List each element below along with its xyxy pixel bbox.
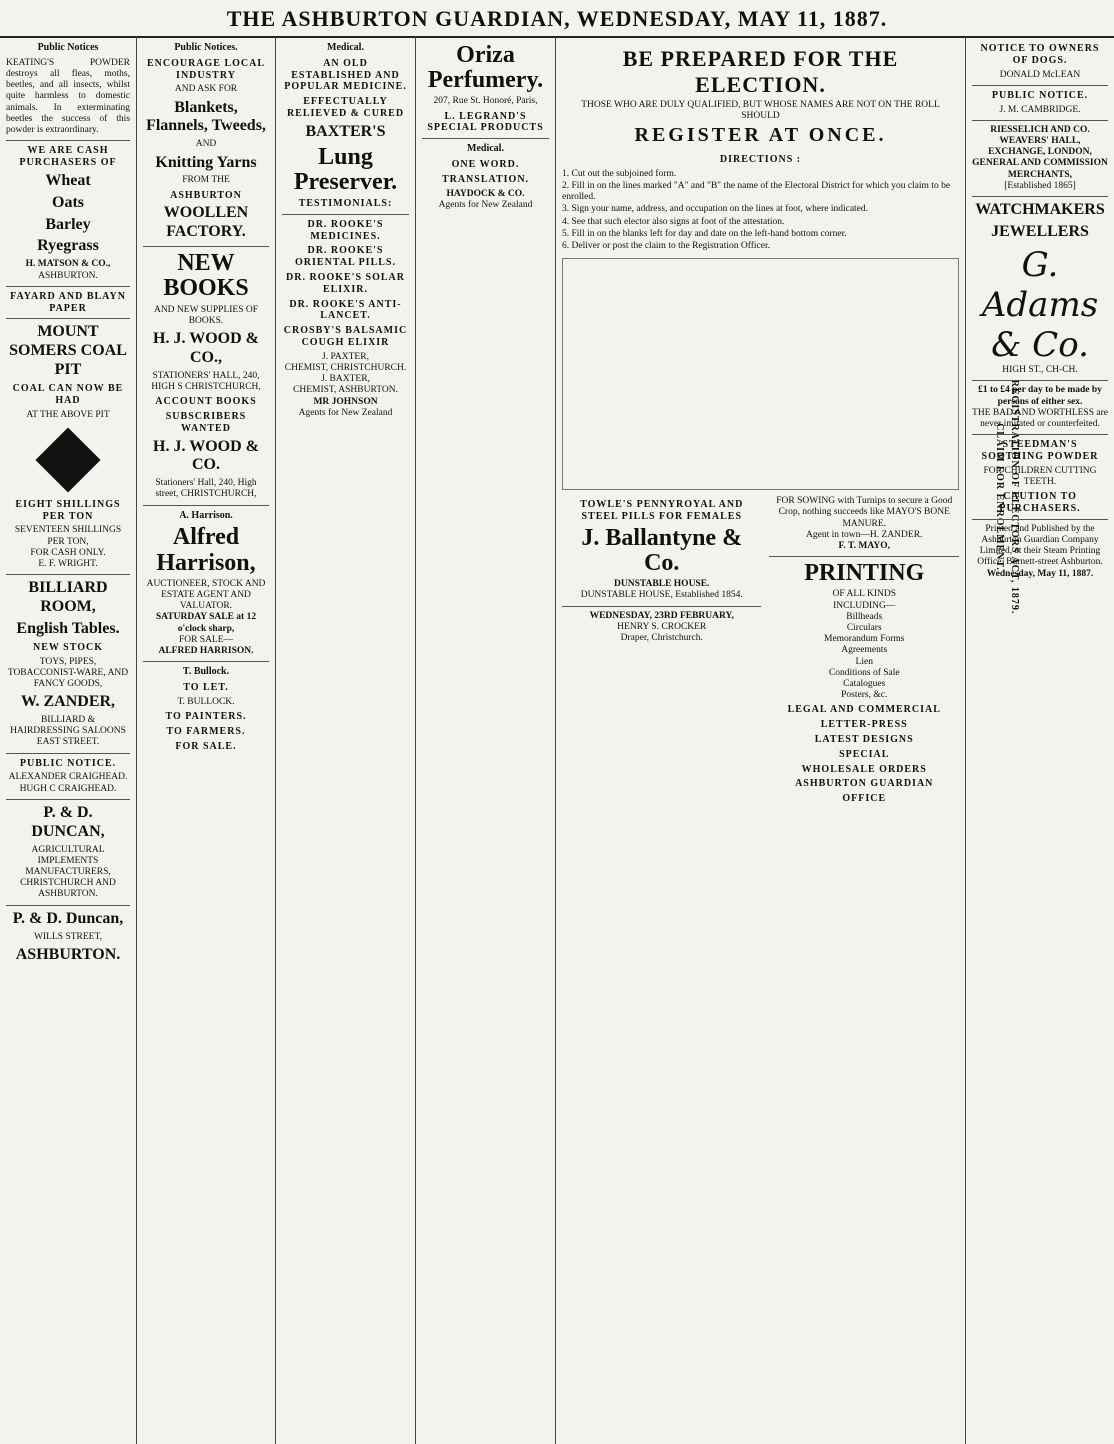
direction-step: 4. See that such elector also signs at foot of the attestation. [562, 216, 785, 227]
for-sale-heading: FOR SALE— [178, 634, 234, 645]
divider [6, 140, 130, 141]
produce-wheat: Wheat [45, 171, 91, 189]
medical-header: Medical. [467, 143, 504, 155]
printing-item: Lien [855, 656, 873, 667]
pd-place: CHRISTCHURCH AND ASHBURTON. [20, 878, 116, 900]
direction-step: 1. Cut out the subjoined form. [562, 168, 677, 179]
direction-step: 6. Deliver or post the claim to the Registration Officer. [562, 240, 770, 251]
bullock-signature: T. BULLOCK. [177, 696, 235, 707]
election-qualified: THOSE WHO ARE DULY QUALIFIED, BUT WHOSE NAMES ARE NOT ON THE ROLL SHOULD [581, 99, 940, 122]
sowing-ad: FOR SOWING with Turnips to secure a Good Crop, nothing succeeds like MAYO'S BONE MANURE. [776, 496, 953, 529]
adams-logo: G. Adams & Co. [981, 244, 1099, 365]
haydock: HAYDOCK & CO. [446, 188, 525, 199]
divider [6, 318, 130, 319]
high-st: HIGH ST., CH-CH. [1002, 365, 1078, 376]
column-public-notices-2 [137, 36, 276, 1444]
divider [972, 196, 1108, 197]
auctioneer: AUCTIONEER, STOCK AND ESTATE AGENT AND VALUATOR. [146, 578, 266, 612]
steedmans: STEEDMAN'S SOOTHING POWDER [981, 439, 1099, 462]
keating-ad: KEATING'S POWDER destroys all fleas, moths, beetles, and all insects, whilst quite harmless to domestic animals. In exterminating beetles the success of this powder is extraordinary. [6, 57, 130, 136]
rooke-lancet: DR. ROOKE'S ANTI-LANCET. [289, 298, 402, 322]
new-stock: NEW STOCK [32, 641, 104, 653]
subscribers-wanted: SUBSCRIBERS WANTED [165, 410, 247, 434]
coal-subheading: AT THE ABOVE PIT [26, 409, 110, 420]
agents-nz: Agents for New Zealand [298, 407, 393, 418]
lung-preserver: Lung Preserver. [293, 143, 398, 195]
matson-place: ASHBURTON. [38, 270, 98, 281]
to-painters: TO PAINTERS. [165, 711, 247, 723]
rooke-medicines: DR. ROOKE'S MEDICINES. [307, 218, 384, 242]
zander-agent: Agent in town—H. ZANDER. [806, 529, 923, 540]
produce-ryegrass: Ryegrass [37, 237, 99, 255]
printing-item: Posters, &c. [841, 690, 888, 701]
footer-date: Wednesday, May 11, 1887. [986, 568, 1094, 579]
legal-commercial: LEGAL AND COMMERCIAL [787, 704, 941, 716]
mayo: F. T. MAYO, [838, 540, 890, 551]
oriza-perfumery: Oriza Perfumery. [427, 42, 544, 94]
coal-price-2: SEVENTEEN SHILLINGS PER TON, [14, 525, 122, 547]
guardian-office: ASHBURTON GUARDIAN [795, 778, 934, 790]
masthead-title: THE ASHBURTON GUARDIAN, WEDNESDAY, MAY 11, 1887. [226, 6, 888, 31]
old-medicine: AN OLD ESTABLISHED AND POPULAR MEDICINE. [284, 57, 407, 93]
column-oriza [416, 36, 556, 1444]
printed-by: Printed and Published by the Ashburton Guardian Company Limited, at their Steam Printing Office, Burnett-street Ashburton. [977, 523, 1103, 568]
form-sub: CLAIM FOR ENROLMENT. [994, 423, 1006, 572]
divider [143, 661, 269, 662]
rooke-solar: DR. ROOKE'S SOLAR ELIXIR. [286, 272, 405, 295]
cambridge: J. M. CAMBRIDGE. [999, 104, 1081, 115]
saturday-sale: SATURDAY SALE at 12 o'clock sharp, [155, 612, 257, 634]
zander-sub: BILLIARD & HAIRDRESSING SALOONS EAST STREET. [10, 715, 126, 748]
divider [6, 799, 130, 800]
wood-big: H. J. WOOD & CO. [153, 437, 259, 474]
established: [Established 1865] [1004, 180, 1076, 191]
pd-duncan-heading: P. & D. DUNCAN, [31, 803, 105, 840]
direction-step: 5. Fill in on the blanks left for day and date on the left-hand bottom corner. [562, 228, 847, 239]
mclean: DONALD McLEAN [999, 69, 1081, 80]
divider [972, 519, 1108, 520]
wednesday: WEDNESDAY, 23RD FEBRUARY, [589, 610, 734, 621]
form-title: REGISTRATION OF ELECTORS ACT, 1879. [1009, 379, 1020, 615]
alfred-signature: ALFRED HARRISON. [158, 646, 254, 657]
ashburton-footer: ASHBURTON. [15, 945, 121, 963]
watchmakers: WATCHMAKERS [975, 201, 1105, 219]
bad-worthless: THE BAD AND WORTHLESS are never imitated or counterfeited. [972, 407, 1108, 429]
latest-designs: LATEST DESIGNS [814, 733, 914, 745]
ashburton-text: ASHBURTON [170, 189, 242, 201]
produce-oats: Oats [52, 193, 84, 211]
register-heading: REGISTER AT ONCE. [634, 124, 887, 147]
caution: CAUTION TO PURCHASERS. [999, 491, 1081, 514]
paxter-place: CHEMIST, CHRISTCHURCH. [284, 363, 407, 373]
for-children: FOR CHILDREN CUTTING TEETH. [983, 465, 1097, 487]
printing-item: Circulars [846, 622, 882, 633]
directions-heading: DIRECTIONS : [719, 153, 802, 165]
divider [143, 246, 269, 247]
dunstable-established: DUNSTABLE HOUSE, Established 1854. [580, 590, 743, 601]
one-word: ONE WORD. [451, 158, 520, 170]
billiard-room-heading: BILLIARD ROOM, [28, 579, 108, 616]
wood-big-address: Stationers' Hall, 240, High street, CHRISTCHURCH, [155, 478, 257, 500]
effectually: EFFECTUALLY RELIEVED & CURED [286, 96, 405, 119]
divider [972, 120, 1108, 121]
wills-street: WILLS STREET, [34, 931, 102, 942]
baxter-place: CHEMIST, ASHBURTON. [293, 385, 398, 396]
from-the: FROM THE [182, 175, 230, 186]
new-books-heading: NEW BOOKS [163, 250, 249, 302]
alfred-harrison: Alfred Harrison, [156, 524, 256, 576]
wood-address: STATIONERS' HALL, 240, HIGH S CHRISTCHURCH, [151, 370, 261, 392]
printing-item: Billheads [846, 611, 883, 622]
divider [422, 138, 549, 139]
public-notice-heading: PUBLIC NOTICE. [19, 757, 117, 769]
english-tables-heading: English Tables. [16, 619, 120, 637]
mount-somers-heading: MOUNT SOMERS COAL PIT [9, 323, 127, 379]
cash-purchasers: WE ARE CASH PURCHASERS OF [19, 145, 117, 169]
account-books: ACCOUNT BOOKS [155, 396, 257, 408]
draper: Draper, Christchurch. [620, 632, 703, 643]
including: INCLUDING— [833, 600, 896, 611]
legrand: L. LEGRAND'S SPECIAL PRODUCTS [427, 110, 544, 134]
coal-price-1: EIGHT SHILLINGS PER TON [15, 498, 121, 522]
craighead-signature: ALEXANDER CRAIGHEAD. [8, 772, 128, 783]
crosby: CROSBY'S BALSAMIC COUGH ELIXIR [283, 325, 408, 348]
direction-step: 3. Sign your name, address, and occupation on the lines at foot, where indicated. [562, 204, 869, 215]
printing-item: Conditions of Sale [828, 667, 900, 678]
pd-agri: AGRICULTURAL IMPLEMENTS MANUFACTURERS, [25, 844, 111, 878]
column-medical [276, 36, 416, 1444]
printing-heading: PRINTING [804, 560, 925, 587]
knitting-heading: Knitting Yarns [155, 153, 257, 171]
johnson: MR JOHNSON [313, 396, 378, 407]
divider [6, 574, 130, 575]
notice-owners: NOTICE TO OWNERS OF DOGS. [980, 43, 1100, 66]
woollen-factory: WOOLLEN FACTORY. [163, 204, 249, 241]
wood-heading: H. J. WOOD & CO., [153, 329, 259, 366]
wholesale-orders: WHOLESALE ORDERS [801, 763, 927, 775]
divider [6, 905, 130, 906]
hugh-signature: HUGH C CRAIGHEAD. [19, 783, 117, 794]
coal-heading: COAL CAN NOW BE HAD [12, 382, 124, 406]
divider [282, 214, 409, 215]
testimonials: TESTIMONIALS: [298, 198, 393, 210]
agents-nz-2: Agents for New Zealand [438, 199, 533, 210]
column-header: Public Notices [37, 42, 99, 53]
divider [562, 606, 761, 607]
divider [972, 85, 1108, 86]
to-let: TO LET. [183, 682, 229, 694]
election-title: BE PREPARED FOR THE ELECTION. [622, 46, 899, 97]
toys-line: TOYS, PIPES, TOBACCONIST-WARE, AND FANCY GOODS, [7, 656, 129, 689]
printing-item: Agreements [841, 645, 888, 656]
office: OFFICE [842, 793, 887, 805]
coal-cash: FOR CASH ONLY. [30, 547, 106, 558]
money-ad: £1 to £4 per day to be made by persons of either sex. [978, 385, 1102, 407]
and-text: AND [195, 139, 217, 150]
crocker: HENRY S. CROCKER [617, 621, 707, 632]
towle-pills: TOWLE'S PENNYROYAL AND STEEL PILLS FOR FEMALES [580, 499, 744, 522]
letterpress: LETTER-PRESS [820, 719, 908, 731]
columns [0, 36, 1114, 1444]
baxter: J. BAXTER, [321, 374, 370, 385]
harrison-header: A. Harrison. [179, 509, 233, 521]
column-election [556, 36, 1020, 1444]
divider [143, 505, 269, 506]
coal-signature: E. F. WRIGHT. [38, 558, 98, 569]
directions-list [562, 169, 959, 252]
pd-duncan-footer: P. & D. Duncan, [12, 909, 124, 927]
divider [972, 434, 1108, 435]
zander-name: W. ZANDER, [20, 693, 116, 711]
printing-item: Memorandum Forms [824, 634, 905, 645]
public-notice-right: PUBLIC NOTICE. [991, 89, 1089, 101]
masthead [0, 0, 1114, 38]
translation: TRANSLATION. [441, 173, 530, 185]
column-notices-right [966, 36, 1114, 1444]
column-header: Medical. [327, 42, 364, 53]
jewellers: JEWELLERS [991, 222, 1089, 240]
paxter: J. PAXTER, [322, 351, 369, 362]
column-header: Public Notices. [174, 42, 238, 53]
for-sale-2: FOR SALE. [175, 740, 237, 752]
encourage-heading: ENCOURAGE LOCAL INDUSTRY [146, 57, 266, 81]
rooke-oriental: DR. ROOKE'S ORIENTAL PILLS. [295, 245, 396, 269]
of-all-kinds: OF ALL KINDS [832, 589, 896, 600]
riesselich: RIESSELICH AND CO. WEAVERS' HALL, EXCHANGE, LONDON, GENERAL AND COMMISSION MERCHANTS, [972, 124, 1108, 180]
bullock-header: T. Bullock. [182, 666, 230, 678]
divider [6, 286, 130, 287]
produce-barley: Barley [45, 215, 91, 233]
baxters: BAXTER'S [305, 122, 386, 140]
printing-item: Catalogues [843, 678, 886, 689]
matson-name: H. MATSON & CO., [25, 259, 111, 270]
divider [6, 753, 130, 754]
election-left-subcol [562, 496, 761, 808]
new-supplies: AND NEW SUPPLIES OF BOOKS. [153, 304, 259, 326]
diamond-ornament-icon [35, 427, 100, 492]
ballantyne: J. Ballantyne & Co. [581, 524, 743, 576]
direction-step: 2. Fill in on the lines marked "A" and "B" the name of the Electoral District for which you claim to be enrolled. [562, 180, 951, 203]
ask-for: AND ASK FOR [174, 84, 238, 95]
divider [972, 380, 1108, 381]
to-farmers: TO FARMERS. [166, 725, 246, 737]
blankets-heading: Blankets, Flannels, Tweeds, [146, 98, 266, 135]
column-public-notices-1 [0, 36, 137, 1444]
fayard-heading: FAYARD AND BLAYN PAPER [10, 290, 126, 314]
oriza-address: 207, Rue St. Honoré, Paris, [433, 96, 538, 107]
special: SPECIAL [839, 748, 890, 760]
dunstable-house: DUNSTABLE HOUSE. [614, 579, 710, 590]
